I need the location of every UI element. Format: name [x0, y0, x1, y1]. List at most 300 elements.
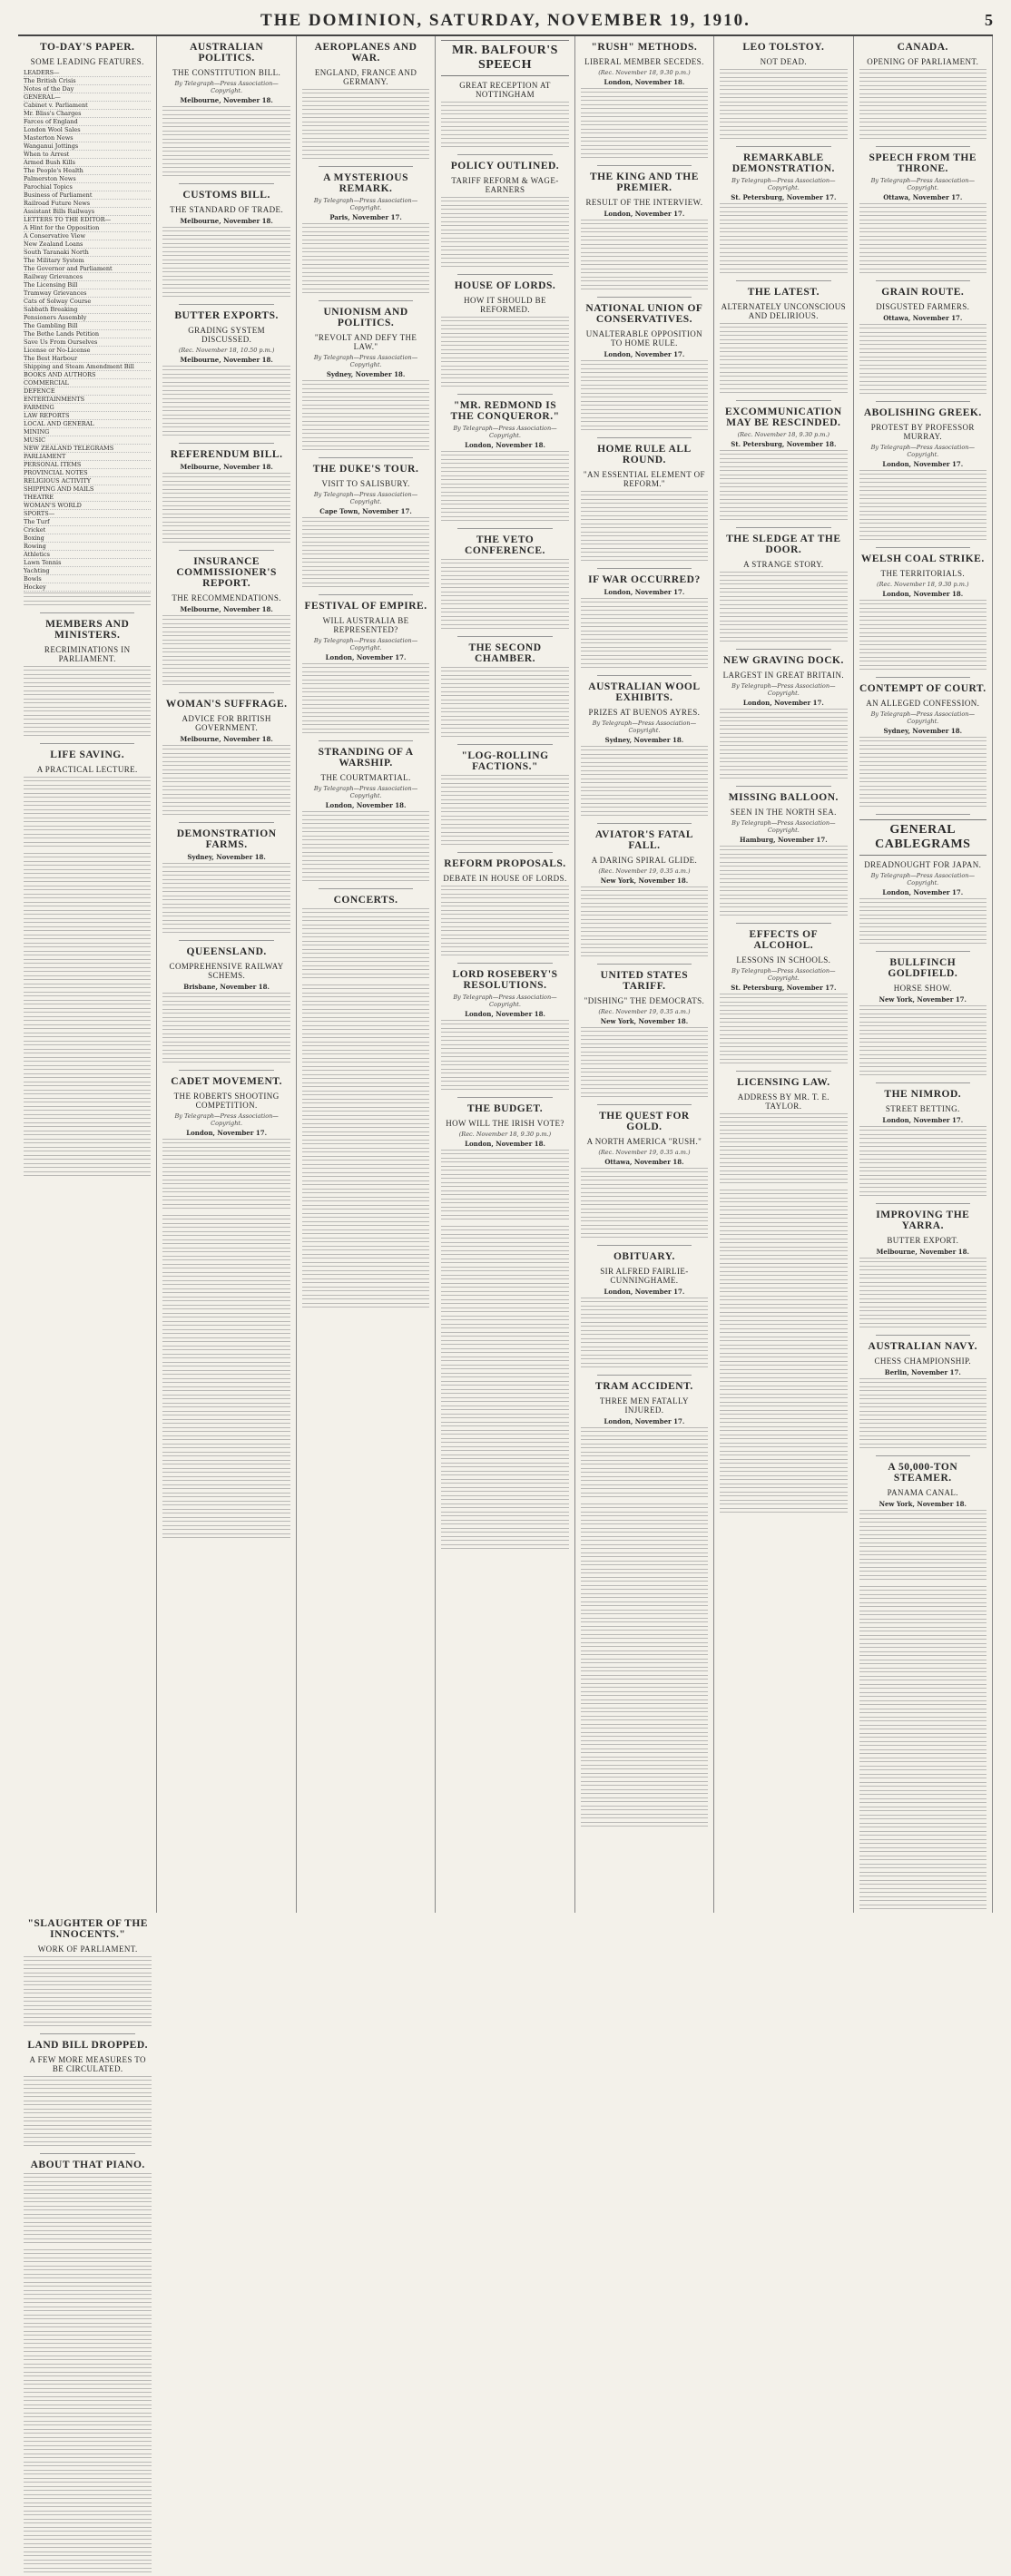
body-text-line — [441, 902, 568, 909]
article-headline: A MYSTERIOUS REMARK. — [323, 172, 408, 194]
body-text-line — [302, 1156, 429, 1163]
body-text-line — [441, 1487, 568, 1494]
body-text-line — [581, 1601, 708, 1609]
body-text-line — [441, 1471, 568, 1478]
body-text-line — [302, 877, 429, 884]
body-text-line — [859, 624, 986, 632]
body-text-line — [581, 393, 708, 400]
body-text-line — [859, 1602, 986, 1610]
article-headline: BULLFINCH GOLDFIELD. — [888, 957, 958, 979]
body-text-line — [162, 1313, 290, 1320]
dateline: Melbourne, November 18. — [180, 217, 273, 225]
body-text-line — [720, 1034, 847, 1042]
divider — [876, 280, 970, 281]
article — [162, 443, 290, 545]
divider — [179, 304, 273, 305]
body-text-line — [581, 121, 708, 128]
body-text-line — [302, 828, 429, 835]
body-text-line — [581, 919, 708, 926]
body-text-line — [859, 1046, 986, 1053]
divider — [457, 1097, 552, 1098]
divider — [876, 951, 970, 952]
body-text-line — [581, 1322, 708, 1329]
body-text-line — [162, 632, 290, 639]
news-column — [714, 36, 853, 1913]
body-text-line — [302, 272, 429, 279]
body-text-line — [859, 641, 986, 648]
body-text-line — [24, 809, 151, 817]
body-text-line — [859, 1534, 986, 1542]
body-text-line — [162, 1476, 290, 1484]
body-text-line — [859, 1594, 986, 1601]
body-text-line — [859, 737, 986, 744]
body-text-line — [859, 632, 986, 640]
body-text-line — [859, 1419, 986, 1426]
body-text-line — [581, 1060, 708, 1067]
body-text-line — [720, 621, 847, 628]
body-text-line — [441, 910, 568, 917]
body-text-line — [859, 778, 986, 785]
body-text-line — [581, 1363, 708, 1370]
body-text-line — [24, 2421, 152, 2428]
body-text-line — [581, 426, 708, 433]
body-text-line — [720, 1492, 847, 1499]
body-text-line — [581, 1217, 708, 1224]
body-text-line — [859, 1030, 986, 1037]
article-subhead: VISIT TO SALISBURY. — [321, 479, 410, 488]
body-text-line — [302, 138, 429, 145]
body-text-line — [302, 1205, 429, 1212]
body-text-line — [162, 1204, 290, 1211]
body-text-line — [581, 1176, 708, 1183]
dateline: New York, November 18. — [878, 1500, 967, 1508]
body-text-line — [720, 725, 847, 732]
byline: By Telegraph—Press Association—Copyright. — [313, 785, 418, 799]
body-text-line — [859, 1258, 986, 1265]
body-text-line — [581, 1740, 708, 1748]
body-text-line — [302, 517, 429, 524]
body-text-line — [24, 2478, 152, 2485]
dateline: Sydney, November 18. — [883, 727, 963, 735]
dateline: Melbourne, November 18. — [180, 356, 273, 364]
body-text-line — [859, 348, 986, 356]
contents-item: MUSIC — [24, 436, 151, 445]
article-headline: AUSTRALIAN NAVY. — [868, 1341, 978, 1352]
body-text-line — [441, 808, 568, 815]
article-headline: LEO TOLSTOY. — [742, 42, 825, 53]
article-headline: POLICY OUTLINED. — [450, 161, 560, 171]
body-text-line — [24, 1016, 151, 1024]
byline: By Telegraph—Press Association—Copyright. — [731, 177, 836, 191]
article-headline: REFERENDUM BILL. — [170, 449, 283, 460]
body-text-line — [302, 1042, 429, 1049]
body-text-line — [441, 1215, 568, 1222]
body-text-line — [441, 246, 568, 253]
byline: By Telegraph—Press Association—Copyright. — [592, 720, 697, 734]
body-text-line — [302, 1050, 429, 1057]
body-text-line — [441, 1389, 568, 1396]
body-text-line — [162, 227, 290, 234]
body-text-line — [302, 566, 429, 573]
divider — [597, 568, 692, 569]
body-text-line — [24, 1082, 151, 1089]
body-text-line — [859, 1142, 986, 1150]
body-text-line — [162, 623, 290, 631]
divider — [179, 822, 273, 823]
body-text-line — [581, 1520, 708, 1527]
body-text-line — [859, 745, 986, 752]
body-text-line — [859, 939, 986, 946]
body-text-line — [581, 606, 708, 613]
body-text-line — [302, 1229, 429, 1237]
news-column — [297, 36, 436, 1913]
body-text-line — [441, 333, 568, 340]
article-subhead: THREE MEN FATALLY INJURED. — [599, 1396, 689, 1415]
body-text-line — [859, 1668, 986, 1675]
body-text-line — [302, 993, 429, 1000]
body-text-line — [720, 372, 847, 379]
body-text-line — [162, 1001, 290, 1008]
body-text-line — [302, 1082, 429, 1090]
body-text-line — [581, 1225, 708, 1232]
body-text-line — [24, 2454, 152, 2461]
body-text-line — [162, 382, 290, 389]
body-text-line — [581, 1209, 708, 1216]
body-text-line — [581, 368, 708, 376]
article — [24, 743, 151, 849]
body-text-line — [581, 277, 708, 284]
body-text-line — [24, 2396, 152, 2404]
body-text-line — [581, 1642, 708, 1650]
body-text-line — [24, 2568, 152, 2575]
body-text-line — [859, 1444, 986, 1451]
body-text-line — [441, 886, 568, 893]
contents-item: FARMING — [24, 404, 151, 412]
body-text-line — [441, 1422, 568, 1429]
body-text-line — [302, 146, 429, 153]
body-text-line — [581, 779, 708, 786]
body-text-line — [162, 522, 290, 529]
article-subhead: AN ALLEGED CONFESSION. — [866, 699, 980, 708]
article-subhead: HOW IT SHOULD BE REFORMED. — [464, 296, 546, 314]
body-text-line — [441, 382, 568, 389]
body-text-line — [24, 1041, 151, 1048]
body-text-line — [859, 1905, 986, 1912]
article — [581, 437, 708, 563]
body-text-line — [859, 1807, 986, 1814]
body-text-line — [859, 1191, 986, 1199]
article-headline: THE BUDGET. — [466, 1103, 544, 1114]
body-text-line — [859, 93, 986, 101]
article-headline: EXCOMMUNICATION MAY BE RESCINDED. — [725, 406, 842, 428]
body-text-line — [24, 1008, 151, 1015]
body-text-line — [720, 1296, 847, 1303]
body-text-line — [581, 1092, 708, 1100]
article-headline: THE QUEST FOR GOLD. — [599, 1111, 690, 1132]
body-text-line — [24, 935, 151, 942]
divider — [736, 649, 830, 650]
body-text-line — [162, 1419, 290, 1426]
dateline: London, November 17. — [325, 653, 407, 661]
dateline: Ottawa, November 17. — [883, 193, 963, 201]
body-text-line — [162, 769, 290, 777]
body-text-line — [581, 548, 708, 555]
body-text-line — [859, 1403, 986, 1410]
article — [720, 923, 847, 1066]
contents-item: Mr. Bliss's Charges — [24, 110, 151, 118]
body-text-line — [720, 1113, 847, 1121]
body-text-line — [859, 1167, 986, 1174]
body-text-line — [302, 1099, 429, 1106]
body-text-line — [581, 1561, 708, 1568]
body-text-line — [24, 2181, 152, 2189]
body-text-line — [302, 844, 429, 851]
body-text-line — [24, 699, 151, 706]
body-text-line — [441, 700, 568, 707]
divider — [736, 527, 830, 528]
article — [720, 400, 847, 523]
body-text-line — [581, 491, 708, 498]
body-text-line — [441, 1158, 568, 1165]
body-text-line — [302, 1270, 429, 1278]
contents-item: Yachting — [24, 567, 151, 575]
body-text-line — [859, 495, 986, 502]
body-text-line — [24, 2372, 152, 2379]
body-text-line — [24, 1147, 151, 1154]
byline: (Rec. November 18, 9.30 p.m.) — [458, 1131, 552, 1138]
body-text-line — [581, 377, 708, 384]
article-headline: NEW GRAVING DOCK. — [722, 655, 844, 666]
article-subhead: THE RECOMMENDATIONS. — [172, 593, 281, 602]
article-headline: WOMAN'S SUFFRAGE. — [165, 699, 288, 710]
body-text-line — [581, 1330, 708, 1337]
body-text-line — [859, 931, 986, 938]
body-text-line — [441, 1503, 568, 1511]
body-text-line — [441, 500, 568, 507]
body-text-line — [24, 842, 151, 849]
article-subhead: "REVOLT AND DEFY THE LAW." — [314, 333, 417, 351]
body-text-line — [441, 616, 568, 623]
body-text-line — [24, 2238, 152, 2246]
body-text-line — [859, 1586, 986, 1593]
contents-item: Hockey — [24, 583, 151, 592]
body-text-line — [162, 398, 290, 406]
body-text-line — [581, 614, 708, 622]
article-headline: THE NIMROD. — [884, 1089, 962, 1100]
body-text-line — [720, 758, 847, 765]
body-text-line — [859, 1684, 986, 1691]
news-column — [575, 36, 714, 1913]
byline: By Telegraph—Press Association—Copyright. — [870, 872, 975, 886]
body-text-line — [302, 1278, 429, 1286]
body-text-line — [302, 1091, 429, 1098]
body-text-line — [859, 1014, 986, 1021]
body-text-line — [302, 122, 429, 129]
article — [441, 394, 568, 524]
body-text-line — [859, 1575, 986, 1582]
body-text-line — [859, 1856, 986, 1863]
dateline: St. Petersburg, November 17. — [731, 984, 837, 992]
body-text-line — [581, 1476, 708, 1484]
body-text-line — [859, 761, 986, 769]
dateline: Paris, November 17. — [329, 213, 402, 221]
body-text-line — [24, 2380, 152, 2387]
body-text-line — [581, 244, 708, 251]
body-text-line — [441, 1291, 568, 1298]
contents-item: SHIPPING AND MAILS — [24, 485, 151, 494]
article — [441, 154, 568, 269]
body-text-line — [24, 2198, 152, 2205]
body-text-line — [441, 230, 568, 237]
article — [302, 740, 429, 884]
contents-item: Parochial Topics — [24, 183, 151, 191]
body-text-line — [162, 1403, 290, 1410]
body-text-line — [302, 97, 429, 104]
body-text-line — [302, 534, 429, 541]
divider — [179, 940, 273, 941]
body-text-line — [441, 1512, 568, 1519]
contents-item: The Governor and Parliament — [24, 265, 151, 273]
body-text-line — [441, 1365, 568, 1372]
body-text-line — [24, 707, 151, 714]
body-text-line — [24, 2214, 152, 2221]
body-text-line — [162, 1147, 290, 1154]
body-text-line — [581, 944, 708, 951]
body-text-line — [24, 1171, 151, 1179]
body-text-line — [441, 583, 568, 591]
body-text-line — [720, 1475, 847, 1483]
body-text-line — [441, 1438, 568, 1445]
body-text-line — [581, 1822, 708, 1829]
body-text-line — [720, 1345, 847, 1352]
article — [302, 457, 429, 590]
body-text-line — [859, 381, 986, 388]
body-text-line — [162, 131, 290, 138]
body-text-line — [581, 762, 708, 769]
dateline: Ottawa, November 17. — [883, 314, 963, 322]
body-text-line — [581, 1192, 708, 1200]
body-text-line — [441, 1242, 568, 1249]
body-text-line — [720, 1320, 847, 1327]
contents-item: Railway Grievances — [24, 273, 151, 281]
body-text-line — [859, 118, 986, 125]
body-text-line — [581, 104, 708, 112]
body-text-line — [720, 1508, 847, 1515]
body-text-line — [581, 401, 708, 408]
article — [720, 649, 847, 781]
body-text-line — [859, 1815, 986, 1822]
body-text-line — [24, 2388, 152, 2395]
body-text-line — [720, 1146, 847, 1153]
body-text-line — [720, 1443, 847, 1450]
body-text-line — [302, 925, 429, 932]
body-text-line — [162, 745, 290, 752]
body-text-line — [24, 943, 151, 950]
body-text-line — [441, 254, 568, 261]
article — [581, 1245, 708, 1370]
contents-item: South Taranaki North — [24, 249, 151, 257]
body-text-line — [859, 1872, 986, 1879]
body-text-line — [859, 1888, 986, 1895]
body-text-line — [859, 126, 986, 133]
body-text-line — [441, 1069, 568, 1076]
body-text-line — [302, 1180, 429, 1188]
article-headline: "LOG-ROLLING FACTIONS." — [461, 750, 549, 772]
body-text-line — [441, 1207, 568, 1214]
body-text-line — [441, 1275, 568, 1282]
body-text-line — [302, 1123, 429, 1131]
body-text-line — [302, 223, 429, 230]
divider — [597, 297, 692, 298]
body-text-line — [302, 542, 429, 549]
body-text-line — [24, 2437, 152, 2444]
contents-item: London Wool Sales — [24, 126, 151, 134]
article-subhead: THE TERRITORIALS. — [880, 569, 966, 578]
article-headline: IF WAR OCCURRED? — [588, 574, 701, 585]
body-text-line — [859, 1619, 986, 1626]
dateline: Melbourne, November 18. — [180, 735, 273, 743]
body-text-line — [162, 1264, 290, 1271]
body-text-line — [441, 1430, 568, 1437]
body-text-line — [302, 1017, 429, 1024]
body-text-line — [162, 1386, 290, 1394]
body-text-line — [859, 373, 986, 380]
body-text-line — [581, 803, 708, 810]
body-text-line — [24, 2503, 152, 2510]
body-text-line — [24, 1973, 152, 1980]
body-text-line — [441, 732, 568, 739]
article-headline: FESTIVAL OF EMPIRE. — [304, 601, 427, 612]
body-text-line — [720, 572, 847, 579]
body-text-line — [24, 877, 151, 885]
body-text-line — [859, 1864, 986, 1871]
body-text-line — [720, 507, 847, 514]
article-subhead: ALTERNATELY UNCONSCIOUS AND DELIRIOUS. — [721, 302, 847, 320]
body-text-line — [162, 1509, 290, 1516]
body-text-line — [162, 1533, 290, 1541]
body-text-line — [581, 1528, 708, 1535]
byline: (Rec. November 18, 10.50 p.m.) — [178, 347, 275, 354]
article — [859, 401, 986, 543]
body-text-line — [720, 1059, 847, 1066]
dateline: London, November 18. — [882, 590, 964, 598]
body-text-line — [24, 785, 151, 792]
body-text-line — [441, 221, 568, 229]
body-text-line — [859, 1635, 986, 1642]
article-subhead: THE CONSTITUTION BILL. — [172, 68, 281, 77]
article-headline: AVIATOR'S FATAL FALL. — [594, 829, 693, 851]
divider — [597, 1375, 692, 1376]
body-text-line — [859, 203, 986, 211]
body-text-line — [441, 341, 568, 348]
body-text-line — [581, 1634, 708, 1641]
article-subhead: WORK OF PARLIAMENT. — [37, 1944, 138, 1954]
article — [581, 42, 708, 161]
body-text-line — [859, 244, 986, 251]
body-text-line — [581, 1626, 708, 1633]
body-text-line — [162, 1484, 290, 1492]
body-text-line — [162, 171, 290, 179]
body-text-line — [302, 1189, 429, 1196]
body-text-line — [581, 96, 708, 103]
body-text-line — [24, 2117, 152, 2124]
body-text-line — [720, 260, 847, 268]
body-text-line — [720, 1500, 847, 1507]
body-text-line — [720, 596, 847, 603]
article-headline: AEROPLANES AND WAR. — [314, 42, 417, 64]
body-text-line — [24, 2429, 152, 2436]
body-text-line — [302, 405, 429, 412]
